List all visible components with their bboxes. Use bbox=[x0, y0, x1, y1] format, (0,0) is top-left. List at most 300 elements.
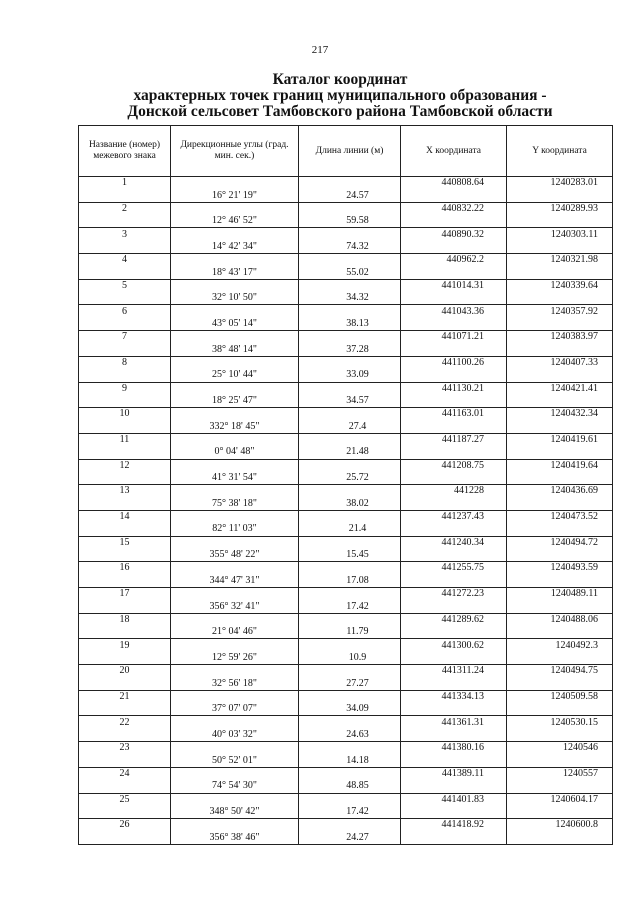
empty-cell bbox=[79, 266, 171, 279]
y-coordinate: 1240407.33 bbox=[507, 356, 613, 369]
empty-cell bbox=[171, 767, 299, 780]
x-coordinate: 441187.27 bbox=[401, 433, 507, 446]
empty-cell bbox=[507, 600, 613, 613]
empty-cell bbox=[171, 202, 299, 215]
empty-cell bbox=[79, 677, 171, 690]
line-length: 24.57 bbox=[299, 189, 401, 202]
y-coordinate: 1240557 bbox=[507, 767, 613, 780]
empty-cell bbox=[401, 446, 507, 459]
empty-cell bbox=[299, 742, 401, 755]
table-row-point bbox=[79, 177, 613, 190]
empty-cell bbox=[299, 279, 401, 292]
direction-angle: 43° 05' 14" bbox=[171, 318, 299, 331]
empty-cell bbox=[299, 665, 401, 678]
line-length: 27.27 bbox=[299, 677, 401, 690]
empty-cell bbox=[171, 665, 299, 678]
empty-cell bbox=[401, 395, 507, 408]
empty-cell bbox=[171, 228, 299, 241]
empty-cell bbox=[299, 510, 401, 523]
empty-cell bbox=[507, 343, 613, 356]
x-coordinate: 441380.16 bbox=[401, 742, 507, 755]
point-number: 1 bbox=[79, 177, 171, 190]
line-length: 74.32 bbox=[299, 241, 401, 254]
empty-cell bbox=[401, 806, 507, 819]
point-number: 3 bbox=[79, 228, 171, 241]
y-coordinate: 1240473.52 bbox=[507, 510, 613, 523]
empty-cell bbox=[299, 716, 401, 729]
point-number: 6 bbox=[79, 305, 171, 318]
y-coordinate: 1240436.69 bbox=[507, 485, 613, 498]
empty-cell bbox=[79, 729, 171, 742]
x-coordinate: 441255.75 bbox=[401, 562, 507, 575]
empty-cell bbox=[507, 318, 613, 331]
empty-cell bbox=[401, 832, 507, 845]
table-row-point bbox=[79, 408, 613, 421]
empty-cell bbox=[507, 549, 613, 562]
empty-cell bbox=[401, 523, 507, 536]
x-coordinate: 441237.43 bbox=[401, 510, 507, 523]
point-number: 20 bbox=[79, 665, 171, 678]
empty-cell bbox=[507, 241, 613, 254]
empty-cell bbox=[299, 228, 401, 241]
empty-cell bbox=[507, 729, 613, 742]
empty-cell bbox=[401, 215, 507, 228]
empty-cell bbox=[79, 652, 171, 665]
table-row-point bbox=[79, 356, 613, 369]
table-row-segment bbox=[79, 549, 613, 562]
line-length: 21.4 bbox=[299, 523, 401, 536]
empty-cell bbox=[299, 485, 401, 498]
header-angles: Дирекционные углы (град. мин. сек.) bbox=[171, 126, 299, 177]
point-number: 5 bbox=[79, 279, 171, 292]
table-row-segment bbox=[79, 395, 613, 408]
y-coordinate: 1240432.34 bbox=[507, 408, 613, 421]
direction-angle: 18° 43' 17" bbox=[171, 266, 299, 279]
line-length: 14.18 bbox=[299, 754, 401, 767]
empty-cell bbox=[171, 793, 299, 806]
empty-cell bbox=[79, 780, 171, 793]
empty-cell bbox=[401, 241, 507, 254]
empty-cell bbox=[79, 241, 171, 254]
empty-cell bbox=[507, 832, 613, 845]
empty-cell bbox=[299, 356, 401, 369]
empty-cell bbox=[79, 626, 171, 639]
y-coordinate: 1240530.15 bbox=[507, 716, 613, 729]
direction-angle: 16° 21' 19" bbox=[171, 189, 299, 202]
table-row-segment bbox=[79, 215, 613, 228]
empty-cell bbox=[171, 254, 299, 267]
empty-cell bbox=[507, 806, 613, 819]
empty-cell bbox=[299, 536, 401, 549]
x-coordinate: 441272.23 bbox=[401, 588, 507, 601]
table-row-point bbox=[79, 331, 613, 344]
y-coordinate: 1240492.3 bbox=[507, 639, 613, 652]
line-length: 38.02 bbox=[299, 498, 401, 511]
direction-angle: 348° 50' 42" bbox=[171, 806, 299, 819]
empty-cell bbox=[171, 331, 299, 344]
x-coordinate: 441389.11 bbox=[401, 767, 507, 780]
table-row-point bbox=[79, 665, 613, 678]
y-coordinate: 1240489.11 bbox=[507, 588, 613, 601]
line-length: 34.32 bbox=[299, 292, 401, 305]
empty-cell bbox=[171, 536, 299, 549]
empty-cell bbox=[79, 369, 171, 382]
empty-cell bbox=[507, 292, 613, 305]
x-coordinate: 441208.75 bbox=[401, 459, 507, 472]
header-name: Название (номер) межевого знака bbox=[79, 126, 171, 177]
table-row-segment bbox=[79, 343, 613, 356]
empty-cell bbox=[79, 754, 171, 767]
table-row-segment bbox=[79, 626, 613, 639]
empty-cell bbox=[171, 562, 299, 575]
page-title bbox=[100, 72, 580, 120]
point-number: 7 bbox=[79, 331, 171, 344]
table-row-segment bbox=[79, 729, 613, 742]
empty-cell bbox=[401, 318, 507, 331]
line-length: 59.58 bbox=[299, 215, 401, 228]
y-coordinate: 1240546 bbox=[507, 742, 613, 755]
empty-cell bbox=[507, 575, 613, 588]
line-length: 17.08 bbox=[299, 575, 401, 588]
direction-angle: 332° 18' 45" bbox=[171, 421, 299, 434]
direction-angle: 37° 07' 07" bbox=[171, 703, 299, 716]
table-row-segment bbox=[79, 806, 613, 819]
empty-cell bbox=[299, 408, 401, 421]
empty-cell bbox=[171, 510, 299, 523]
empty-cell bbox=[299, 305, 401, 318]
direction-angle: 21° 04' 46" bbox=[171, 626, 299, 639]
line-length: 34.09 bbox=[299, 703, 401, 716]
empty-cell bbox=[79, 806, 171, 819]
y-coordinate: 1240421.41 bbox=[507, 382, 613, 395]
point-number: 21 bbox=[79, 690, 171, 703]
point-number: 25 bbox=[79, 793, 171, 806]
header-x: X координата bbox=[401, 126, 507, 177]
empty-cell bbox=[401, 292, 507, 305]
direction-angle: 40° 03' 32" bbox=[171, 729, 299, 742]
empty-cell bbox=[401, 472, 507, 485]
y-coordinate: 1240321.98 bbox=[507, 254, 613, 267]
direction-angle: 32° 10' 50" bbox=[171, 292, 299, 305]
empty-cell bbox=[79, 215, 171, 228]
empty-cell bbox=[401, 549, 507, 562]
x-coordinate: 440890.32 bbox=[401, 228, 507, 241]
empty-cell bbox=[401, 343, 507, 356]
line-length: 17.42 bbox=[299, 806, 401, 819]
point-number: 17 bbox=[79, 588, 171, 601]
empty-cell bbox=[171, 382, 299, 395]
table-row-point bbox=[79, 716, 613, 729]
direction-angle: 32° 56' 18" bbox=[171, 677, 299, 690]
direction-angle: 74° 54' 30" bbox=[171, 780, 299, 793]
table-row-segment bbox=[79, 600, 613, 613]
empty-cell bbox=[171, 356, 299, 369]
empty-cell bbox=[401, 189, 507, 202]
direction-angle: 50° 52' 01" bbox=[171, 754, 299, 767]
point-number: 10 bbox=[79, 408, 171, 421]
direction-angle: 18° 25' 47" bbox=[171, 395, 299, 408]
empty-cell bbox=[79, 523, 171, 536]
y-coordinate: 1240604.17 bbox=[507, 793, 613, 806]
table-row-point bbox=[79, 279, 613, 292]
coordinate-catalog-table bbox=[78, 125, 613, 845]
empty-cell bbox=[171, 305, 299, 318]
empty-cell bbox=[507, 780, 613, 793]
table-row-point bbox=[79, 536, 613, 549]
line-length: 21.48 bbox=[299, 446, 401, 459]
empty-cell bbox=[79, 292, 171, 305]
empty-cell bbox=[507, 266, 613, 279]
empty-cell bbox=[507, 498, 613, 511]
empty-cell bbox=[401, 780, 507, 793]
empty-cell bbox=[79, 189, 171, 202]
x-coordinate: 441289.62 bbox=[401, 613, 507, 626]
empty-cell bbox=[507, 523, 613, 536]
empty-cell bbox=[401, 575, 507, 588]
direction-angle: 82° 11' 03" bbox=[171, 523, 299, 536]
table-row-point bbox=[79, 742, 613, 755]
x-coordinate: 441228 bbox=[401, 485, 507, 498]
table-row-segment bbox=[79, 241, 613, 254]
table-row-segment bbox=[79, 523, 613, 536]
empty-cell bbox=[171, 485, 299, 498]
header-y: Y координата bbox=[507, 126, 613, 177]
empty-cell bbox=[401, 729, 507, 742]
y-coordinate: 1240383.97 bbox=[507, 331, 613, 344]
empty-cell bbox=[79, 575, 171, 588]
y-coordinate: 1240488.06 bbox=[507, 613, 613, 626]
empty-cell bbox=[79, 549, 171, 562]
line-length: 33.09 bbox=[299, 369, 401, 382]
table-row-segment bbox=[79, 677, 613, 690]
table-row-segment bbox=[79, 421, 613, 434]
empty-cell bbox=[401, 600, 507, 613]
empty-cell bbox=[79, 832, 171, 845]
point-number: 16 bbox=[79, 562, 171, 575]
point-number: 19 bbox=[79, 639, 171, 652]
y-coordinate: 1240289.93 bbox=[507, 202, 613, 215]
x-coordinate: 440808.64 bbox=[401, 177, 507, 190]
header-length: Длина линии (м) bbox=[299, 126, 401, 177]
title-line-1: Каталог координат bbox=[272, 71, 408, 88]
line-length: 15.45 bbox=[299, 549, 401, 562]
page-number: 217 bbox=[311, 44, 329, 56]
y-coordinate: 1240283.01 bbox=[507, 177, 613, 190]
table-row-segment bbox=[79, 266, 613, 279]
empty-cell bbox=[299, 690, 401, 703]
direction-angle: 38° 48' 14" bbox=[171, 343, 299, 356]
point-number: 4 bbox=[79, 254, 171, 267]
y-coordinate: 1240494.72 bbox=[507, 536, 613, 549]
point-number: 13 bbox=[79, 485, 171, 498]
y-coordinate: 1240493.59 bbox=[507, 562, 613, 575]
empty-cell bbox=[507, 395, 613, 408]
empty-cell bbox=[401, 677, 507, 690]
direction-angle: 356° 38' 46" bbox=[171, 832, 299, 845]
x-coordinate: 440832.22 bbox=[401, 202, 507, 215]
point-number: 11 bbox=[79, 433, 171, 446]
empty-cell bbox=[79, 446, 171, 459]
empty-cell bbox=[299, 793, 401, 806]
x-coordinate: 441334.13 bbox=[401, 690, 507, 703]
table-row-point bbox=[79, 690, 613, 703]
line-length: 55.02 bbox=[299, 266, 401, 279]
empty-cell bbox=[79, 343, 171, 356]
point-number: 23 bbox=[79, 742, 171, 755]
line-length: 24.27 bbox=[299, 832, 401, 845]
table-row-point bbox=[79, 767, 613, 780]
point-number: 22 bbox=[79, 716, 171, 729]
direction-angle: 41° 31' 54" bbox=[171, 472, 299, 485]
table-row-point bbox=[79, 382, 613, 395]
empty-cell bbox=[299, 433, 401, 446]
empty-cell bbox=[507, 652, 613, 665]
point-number: 18 bbox=[79, 613, 171, 626]
empty-cell bbox=[401, 421, 507, 434]
empty-cell bbox=[171, 433, 299, 446]
empty-cell bbox=[507, 703, 613, 716]
direction-angle: 25° 10' 44" bbox=[171, 369, 299, 382]
empty-cell bbox=[401, 626, 507, 639]
table-row-segment bbox=[79, 318, 613, 331]
table-row-point bbox=[79, 588, 613, 601]
line-length: 11.79 bbox=[299, 626, 401, 639]
table-row-segment bbox=[79, 703, 613, 716]
y-coordinate: 1240509.58 bbox=[507, 690, 613, 703]
line-length: 38.13 bbox=[299, 318, 401, 331]
y-coordinate: 1240600.8 bbox=[507, 819, 613, 832]
empty-cell bbox=[299, 459, 401, 472]
empty-cell bbox=[507, 421, 613, 434]
empty-cell bbox=[171, 177, 299, 190]
table-row-point bbox=[79, 305, 613, 318]
empty-cell bbox=[171, 279, 299, 292]
empty-cell bbox=[507, 677, 613, 690]
empty-cell bbox=[299, 639, 401, 652]
line-length: 10.9 bbox=[299, 652, 401, 665]
empty-cell bbox=[401, 754, 507, 767]
table-row-point bbox=[79, 510, 613, 523]
empty-cell bbox=[299, 382, 401, 395]
empty-cell bbox=[171, 690, 299, 703]
table-row-segment bbox=[79, 292, 613, 305]
empty-cell bbox=[299, 331, 401, 344]
table-row-point bbox=[79, 433, 613, 446]
empty-cell bbox=[79, 498, 171, 511]
y-coordinate: 1240339.64 bbox=[507, 279, 613, 292]
line-length: 27.4 bbox=[299, 421, 401, 434]
empty-cell bbox=[299, 767, 401, 780]
point-number: 8 bbox=[79, 356, 171, 369]
table-row-segment bbox=[79, 652, 613, 665]
empty-cell bbox=[507, 446, 613, 459]
empty-cell bbox=[401, 703, 507, 716]
x-coordinate: 441361.31 bbox=[401, 716, 507, 729]
line-length: 34.57 bbox=[299, 395, 401, 408]
empty-cell bbox=[507, 754, 613, 767]
table-row-point bbox=[79, 819, 613, 832]
line-length: 37.28 bbox=[299, 343, 401, 356]
table-row-segment bbox=[79, 575, 613, 588]
line-length: 48.85 bbox=[299, 780, 401, 793]
direction-angle: 12° 46' 52" bbox=[171, 215, 299, 228]
direction-angle: 355° 48' 22" bbox=[171, 549, 299, 562]
empty-cell bbox=[401, 369, 507, 382]
empty-cell bbox=[79, 421, 171, 434]
table-row-point bbox=[79, 639, 613, 652]
empty-cell bbox=[171, 613, 299, 626]
empty-cell bbox=[507, 369, 613, 382]
direction-angle: 0° 04' 48" bbox=[171, 446, 299, 459]
empty-cell bbox=[171, 408, 299, 421]
x-coordinate: 441163.01 bbox=[401, 408, 507, 421]
table-row-point bbox=[79, 562, 613, 575]
x-coordinate: 441418.92 bbox=[401, 819, 507, 832]
x-coordinate: 441071.21 bbox=[401, 331, 507, 344]
empty-cell bbox=[171, 742, 299, 755]
empty-cell bbox=[299, 202, 401, 215]
empty-cell bbox=[79, 600, 171, 613]
x-coordinate: 441311.24 bbox=[401, 665, 507, 678]
table-row-point bbox=[79, 613, 613, 626]
point-number: 9 bbox=[79, 382, 171, 395]
line-length: 25.72 bbox=[299, 472, 401, 485]
empty-cell bbox=[171, 459, 299, 472]
x-coordinate: 441300.62 bbox=[401, 639, 507, 652]
point-number: 15 bbox=[79, 536, 171, 549]
x-coordinate: 441401.83 bbox=[401, 793, 507, 806]
table-row-segment bbox=[79, 472, 613, 485]
title-line-3: Донской сельсовет Тамбовского района Тамбовской области bbox=[127, 103, 553, 120]
y-coordinate: 1240357.92 bbox=[507, 305, 613, 318]
empty-cell bbox=[401, 266, 507, 279]
empty-cell bbox=[299, 588, 401, 601]
direction-angle: 12° 59' 26" bbox=[171, 652, 299, 665]
table-row-segment bbox=[79, 446, 613, 459]
x-coordinate: 441240.34 bbox=[401, 536, 507, 549]
point-number: 14 bbox=[79, 510, 171, 523]
x-coordinate: 440962.2 bbox=[401, 254, 507, 267]
empty-cell bbox=[171, 819, 299, 832]
title-line-2: характерных точек границ муниципального образования - bbox=[133, 87, 547, 104]
empty-cell bbox=[79, 472, 171, 485]
direction-angle: 75° 38' 18" bbox=[171, 498, 299, 511]
y-coordinate: 1240303.11 bbox=[507, 228, 613, 241]
line-length: 24.63 bbox=[299, 729, 401, 742]
table-row-segment bbox=[79, 754, 613, 767]
point-number: 26 bbox=[79, 819, 171, 832]
empty-cell bbox=[171, 588, 299, 601]
y-coordinate: 1240494.75 bbox=[507, 665, 613, 678]
table-row-segment bbox=[79, 189, 613, 202]
point-number: 24 bbox=[79, 767, 171, 780]
empty-cell bbox=[507, 215, 613, 228]
direction-angle: 344° 47' 31" bbox=[171, 575, 299, 588]
line-length: 17.42 bbox=[299, 600, 401, 613]
empty-cell bbox=[79, 318, 171, 331]
table-row-point bbox=[79, 459, 613, 472]
table-row-point bbox=[79, 202, 613, 215]
empty-cell bbox=[299, 562, 401, 575]
table-row-point bbox=[79, 254, 613, 267]
empty-cell bbox=[507, 472, 613, 485]
point-number: 2 bbox=[79, 202, 171, 215]
empty-cell bbox=[79, 395, 171, 408]
empty-cell bbox=[299, 819, 401, 832]
direction-angle: 14° 42' 34" bbox=[171, 241, 299, 254]
y-coordinate: 1240419.61 bbox=[507, 433, 613, 446]
x-coordinate: 441100.26 bbox=[401, 356, 507, 369]
